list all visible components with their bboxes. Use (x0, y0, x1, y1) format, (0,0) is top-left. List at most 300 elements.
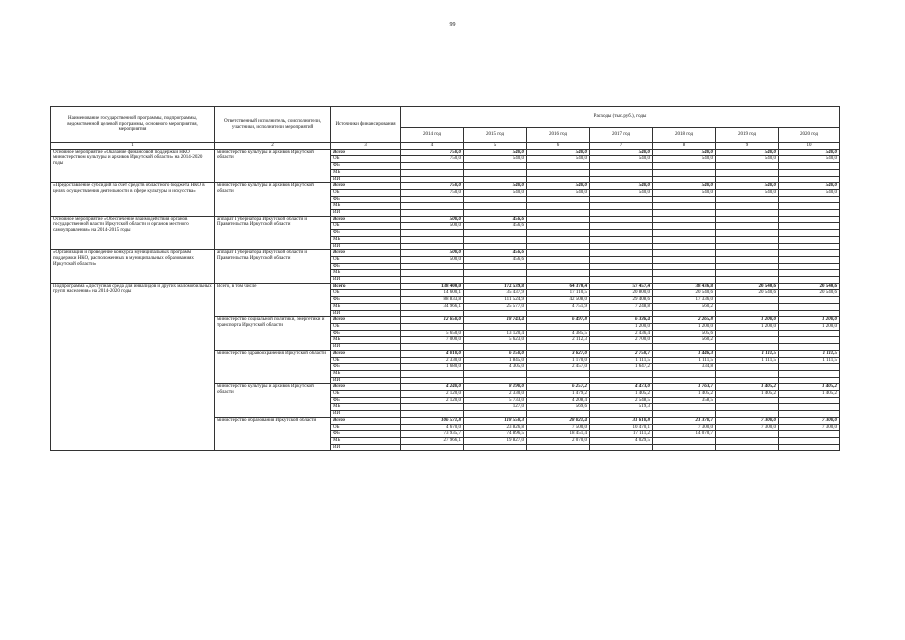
amount-cell (653, 163, 716, 170)
amount-cell: 540,0 (716, 149, 779, 156)
amount-cell (590, 243, 653, 250)
funding-source: МБ (331, 236, 401, 243)
amount-cell (590, 203, 653, 210)
amount-cell: 74 896,5 (464, 431, 527, 438)
amount-cell: 2 700,0 (590, 337, 653, 344)
amount-cell (779, 397, 840, 404)
amount-cell (590, 216, 653, 223)
amount-cell (716, 377, 779, 384)
funding-source: Всего (331, 250, 401, 257)
amount-cell: 456,6 (464, 216, 527, 223)
amount-cell (716, 310, 779, 317)
amount-cell (779, 303, 840, 310)
amount-cell: 64 370,4 (527, 283, 590, 290)
amount-cell (590, 444, 653, 451)
amount-cell: 750,0 (401, 149, 464, 156)
executor-name: министерство образования Иркутской области (215, 417, 331, 451)
amount-cell (779, 270, 840, 277)
amount-cell (716, 303, 779, 310)
amount-cell (590, 377, 653, 384)
amount-cell (779, 330, 840, 337)
amount-cell: 28 021,4 (527, 417, 590, 424)
amount-cell: 14 600,1 (401, 290, 464, 297)
amount-cell: 540,0 (653, 149, 716, 156)
amount-cell (716, 230, 779, 237)
amount-cell (527, 163, 590, 170)
amount-cell: 5 650,0 (401, 330, 464, 337)
amount-cell (653, 236, 716, 243)
amount-cell: 560,2 (653, 303, 716, 310)
amount-cell: 31 610,8 (590, 417, 653, 424)
amount-cell (401, 230, 464, 237)
amount-cell: 18 451,4 (527, 431, 590, 438)
amount-cell: 2 265,8 (653, 317, 716, 324)
amount-cell: 2 112,3 (527, 337, 590, 344)
executor-name: аппарат Губернатора Иркутской области и Правительства Иркутской области (215, 216, 331, 250)
amount-cell (590, 370, 653, 377)
funding-source: ОБ (331, 290, 401, 297)
amount-cell: 14 070,7 (653, 431, 716, 438)
amount-cell: 540,0 (779, 183, 840, 190)
amount-cell: 1 200,0 (716, 317, 779, 324)
amount-cell: 1 200,0 (716, 323, 779, 330)
amount-cell (779, 210, 840, 217)
amount-cell (590, 176, 653, 183)
amount-cell (401, 377, 464, 384)
amount-cell (590, 344, 653, 351)
amount-cell: 456,6 (464, 223, 527, 230)
amount-cell (716, 223, 779, 230)
amount-cell: 17 110,5 (527, 290, 590, 297)
amount-cell: 7 300,0 (779, 424, 840, 431)
amount-cell (653, 370, 716, 377)
funding-source: МБ (331, 337, 401, 344)
amount-cell: 540,0 (779, 189, 840, 196)
amount-cell: 1 479,2 (527, 391, 590, 398)
amount-cell (527, 236, 590, 243)
amount-cell (464, 277, 527, 284)
amount-cell (464, 203, 527, 210)
amount-cell (527, 256, 590, 263)
amount-cell: 1 170,0 (527, 357, 590, 364)
amount-cell: 2 436,4 (590, 330, 653, 337)
amount-cell: 6 257,2 (527, 384, 590, 391)
amount-cell: 500,0 (401, 250, 464, 257)
executor-name: министерство культуры и архивов Иркутской области (215, 149, 331, 183)
amount-cell (653, 444, 716, 451)
amount-cell (653, 377, 716, 384)
amount-cell (401, 243, 464, 250)
table-row (51, 283, 840, 290)
amount-cell: 4 010,0 (401, 350, 464, 357)
header-expenses: Расходы (тыс.руб.), годы (401, 107, 840, 128)
amount-cell (716, 163, 779, 170)
amount-cell: 17 111,2 (590, 431, 653, 438)
amount-cell (653, 250, 716, 257)
amount-cell (653, 344, 716, 351)
amount-cell: 57 457,4 (590, 283, 653, 290)
amount-cell (653, 210, 716, 217)
amount-cell: 334,8 (653, 364, 716, 371)
amount-cell: 1 405,2 (779, 384, 840, 391)
amount-cell: 4 208,4 (527, 397, 590, 404)
amount-cell: 750,0 (401, 156, 464, 163)
funding-source: ФБ (331, 431, 401, 438)
funding-source: ОБ (331, 323, 401, 330)
header-year: 2017 год (590, 128, 653, 143)
amount-cell (527, 310, 590, 317)
amount-cell (779, 250, 840, 257)
amount-cell (716, 411, 779, 418)
amount-cell (716, 243, 779, 250)
funding-source: ОБ (331, 256, 401, 263)
amount-cell (401, 404, 464, 411)
funding-source: Всего (331, 384, 401, 391)
amount-cell (590, 210, 653, 217)
amount-cell (464, 230, 527, 237)
amount-cell (716, 210, 779, 217)
amount-cell: 456,6 (464, 256, 527, 263)
amount-cell: 1 111,5 (716, 357, 779, 364)
amount-cell (653, 243, 716, 250)
amount-cell: 42 508,0 (527, 297, 590, 304)
amount-cell: 2 120,0 (401, 391, 464, 398)
header-year: 2020 год (779, 128, 840, 143)
funding-source: Всего (331, 283, 401, 290)
amount-cell (590, 270, 653, 277)
amount-cell (779, 431, 840, 438)
amount-cell (653, 437, 716, 444)
amount-cell (464, 176, 527, 183)
amount-cell (716, 236, 779, 243)
amount-cell (716, 330, 779, 337)
amount-cell (464, 243, 527, 250)
amount-cell: 1 405,2 (779, 391, 840, 398)
amount-cell (653, 230, 716, 237)
amount-cell (779, 297, 840, 304)
executor-name: министерство культуры и архивов Иркутской области (215, 384, 331, 418)
amount-cell (527, 250, 590, 257)
amount-cell (401, 236, 464, 243)
amount-cell: 138 400,0 (401, 283, 464, 290)
amount-cell: 2 120,0 (401, 397, 464, 404)
amount-cell: 1 446,3 (653, 350, 716, 357)
amount-cell (401, 210, 464, 217)
amount-cell: 1 763,7 (653, 384, 716, 391)
table-row (51, 250, 840, 257)
amount-cell (527, 411, 590, 418)
amount-cell (590, 196, 653, 203)
table-row (51, 149, 840, 156)
funding-source: ИИ (331, 243, 401, 250)
amount-cell (464, 210, 527, 217)
amount-cell: 500,0 (401, 216, 464, 223)
amount-cell (653, 310, 716, 317)
amount-cell: 456,6 (464, 250, 527, 257)
amount-cell (779, 176, 840, 183)
funding-source: Всего (331, 350, 401, 357)
amount-cell (779, 437, 840, 444)
amount-cell (653, 256, 716, 263)
amount-cell: 88 833,8 (401, 297, 464, 304)
amount-cell: 540,0 (464, 149, 527, 156)
amount-cell: 4 670,0 (401, 424, 464, 431)
funding-source: ИИ (331, 411, 401, 418)
amount-cell (716, 431, 779, 438)
amount-cell: 540,0 (779, 156, 840, 163)
amount-cell (779, 163, 840, 170)
amount-cell: 500,0 (401, 223, 464, 230)
amount-cell: 540,0 (590, 149, 653, 156)
amount-cell: 540,0 (653, 189, 716, 196)
budget-table (50, 106, 840, 451)
executor-name: министерство культуры и архивов Иркутской области (215, 183, 331, 217)
amount-cell: 540,0 (527, 189, 590, 196)
amount-cell (464, 310, 527, 317)
amount-cell: 35 437,9 (464, 290, 527, 297)
amount-cell: 6 150,0 (464, 350, 527, 357)
table-row (51, 183, 840, 190)
amount-cell: 540,0 (653, 156, 716, 163)
amount-cell: 4 385,5 (527, 330, 590, 337)
amount-cell (401, 203, 464, 210)
amount-cell (401, 196, 464, 203)
funding-source: МБ (331, 203, 401, 210)
funding-source: ОБ (331, 189, 401, 196)
amount-cell: 1 647,2 (590, 364, 653, 371)
funding-source: ОБ (331, 357, 401, 364)
amount-cell: 560,2 (653, 337, 716, 344)
amount-cell (590, 277, 653, 284)
amount-cell: 1 111,5 (779, 350, 840, 357)
amount-cell: 17 336,0 (653, 297, 716, 304)
amount-cell (653, 196, 716, 203)
amount-cell (464, 270, 527, 277)
amount-cell: 540,0 (464, 183, 527, 190)
amount-cell (401, 323, 464, 330)
amount-cell: 540,0 (590, 156, 653, 163)
amount-cell: 73 935,7 (401, 431, 464, 438)
amount-cell: 4 029,5 (590, 437, 653, 444)
amount-cell (527, 203, 590, 210)
amount-cell: 20 540,6 (716, 283, 779, 290)
amount-cell: 569,6 (527, 404, 590, 411)
amount-cell (527, 444, 590, 451)
amount-cell (590, 163, 653, 170)
amount-cell: 3 627,0 (527, 350, 590, 357)
amount-cell: 540,0 (527, 183, 590, 190)
amount-cell (527, 169, 590, 176)
amount-cell (590, 256, 653, 263)
amount-cell: 540,0 (716, 189, 779, 196)
amount-cell (779, 377, 840, 384)
funding-source: ОБ (331, 391, 401, 398)
amount-cell (779, 196, 840, 203)
amount-cell: 540,0 (716, 156, 779, 163)
amount-cell (527, 344, 590, 351)
funding-source: МБ (331, 437, 401, 444)
amount-cell (590, 169, 653, 176)
amount-cell: 111 524,9 (464, 297, 527, 304)
funding-source: ИИ (331, 344, 401, 351)
amount-cell (653, 203, 716, 210)
amount-cell (716, 337, 779, 344)
funding-source: ФБ (331, 397, 401, 404)
column-index: 9 (716, 143, 779, 150)
amount-cell: 18 743,4 (464, 317, 527, 324)
amount-cell: 1 200,0 (653, 323, 716, 330)
funding-source: ИИ (331, 310, 401, 317)
funding-source: ИИ (331, 277, 401, 284)
amount-cell: 29 408,6 (590, 297, 653, 304)
amount-cell (527, 370, 590, 377)
funding-source: ФБ (331, 230, 401, 237)
amount-cell: 38 436,8 (653, 283, 716, 290)
amount-cell (401, 411, 464, 418)
amount-cell (590, 230, 653, 237)
amount-cell: 1 200,0 (779, 323, 840, 330)
amount-cell (527, 216, 590, 223)
amount-cell: 2 330,0 (464, 391, 527, 398)
amount-cell (401, 163, 464, 170)
column-index: 3 (331, 143, 401, 150)
amount-cell (716, 444, 779, 451)
header-year: 2019 год (716, 128, 779, 143)
activity-name: «Предоставление субсидий за счет средств областного бюджета НКО в целях осуществления деятельности в сфере культуры и искусства» (51, 183, 215, 217)
amount-cell: 6 497,8 (527, 317, 590, 324)
amount-cell (779, 404, 840, 411)
executor-name: министерство здравоохранения Иркутской области (215, 350, 331, 384)
amount-cell (716, 216, 779, 223)
amount-cell (527, 277, 590, 284)
amount-cell: 4 240,0 (401, 384, 464, 391)
amount-cell (590, 310, 653, 317)
amount-cell (527, 243, 590, 250)
amount-cell (779, 230, 840, 237)
funding-source: Всего (331, 149, 401, 156)
amount-cell: 1 111,5 (779, 357, 840, 364)
amount-cell: 1 405,2 (653, 391, 716, 398)
amount-cell (716, 397, 779, 404)
amount-cell (653, 404, 716, 411)
funding-source: Всего (331, 216, 401, 223)
funding-source: ИИ (331, 444, 401, 451)
column-index: 7 (590, 143, 653, 150)
funding-source: МБ (331, 303, 401, 310)
amount-cell (590, 411, 653, 418)
amount-cell (779, 444, 840, 451)
amount-cell: 20 540,6 (779, 283, 840, 290)
amount-cell: 540,0 (653, 183, 716, 190)
header-year: 2016 год (527, 128, 590, 143)
amount-cell: 540,0 (527, 156, 590, 163)
amount-cell (527, 323, 590, 330)
amount-cell: 4 473,0 (590, 384, 653, 391)
amount-cell (464, 263, 527, 270)
amount-cell: 20 540,6 (716, 290, 779, 297)
column-index: 10 (779, 143, 840, 150)
funding-source: ФБ (331, 297, 401, 304)
funding-source: Всего (331, 183, 401, 190)
amount-cell: 7 500,0 (527, 424, 590, 431)
funding-source: ОБ (331, 156, 401, 163)
amount-cell: 540,0 (464, 189, 527, 196)
amount-cell (779, 223, 840, 230)
amount-cell (527, 196, 590, 203)
amount-cell (779, 243, 840, 250)
amount-cell (716, 297, 779, 304)
amount-cell (464, 444, 527, 451)
activity-name: Основное мероприятие «Оказание финансовой поддержки НКО министерством культуры и архивов Иркутской области» на 2014-2020 годы (51, 149, 215, 183)
funding-source: ИИ (331, 210, 401, 217)
amount-cell (590, 223, 653, 230)
amount-cell: 12 650,0 (401, 317, 464, 324)
amount-cell (590, 263, 653, 270)
activity-name: Подпрограмма «Доступная среда для инвалидов и других маломобильных групп населения» на 2014-2020 годы (51, 283, 215, 451)
amount-cell (779, 344, 840, 351)
amount-cell: 118 550,3 (464, 417, 527, 424)
amount-cell: 7 300,0 (653, 424, 716, 431)
amount-cell: 7 000,0 (401, 337, 464, 344)
amount-cell (653, 263, 716, 270)
amount-cell: 1 845,0 (464, 357, 527, 364)
amount-cell (464, 169, 527, 176)
amount-cell (401, 344, 464, 351)
amount-cell: 540,0 (779, 149, 840, 156)
amount-cell (779, 216, 840, 223)
amount-cell: 2 457,0 (527, 364, 590, 371)
amount-cell: 1 405,2 (590, 391, 653, 398)
funding-source: ФБ (331, 364, 401, 371)
amount-cell (779, 236, 840, 243)
column-index: 1 (51, 143, 215, 150)
amount-cell (653, 176, 716, 183)
amount-cell: 4 751,9 (527, 303, 590, 310)
amount-cell: 7 300,0 (716, 417, 779, 424)
column-index: 6 (527, 143, 590, 150)
executor-name: аппарат Губернатора Иркутской области и Правительства Иркутской области (215, 250, 331, 284)
amount-cell: 19 827,0 (464, 437, 527, 444)
amount-cell (716, 196, 779, 203)
amount-cell (527, 223, 590, 230)
amount-cell (464, 377, 527, 384)
amount-cell (401, 176, 464, 183)
amount-cell: 7 248,8 (590, 303, 653, 310)
funding-source: МБ (331, 270, 401, 277)
amount-cell (464, 236, 527, 243)
amount-cell: 1 111,5 (590, 357, 653, 364)
amount-cell (716, 277, 779, 284)
activity-name: Основное мероприятие «Обеспечение взаимодействия органов государственной власти Иркутской области и органов местного самоуправления» на 2014-2015 годы (51, 216, 215, 250)
amount-cell (716, 176, 779, 183)
amount-cell: 1 111,5 (716, 350, 779, 357)
amount-cell (464, 344, 527, 351)
column-index: 5 (464, 143, 527, 150)
amount-cell (716, 250, 779, 257)
amount-cell (527, 230, 590, 237)
amount-cell (779, 203, 840, 210)
amount-cell: 2 330,0 (401, 357, 464, 364)
amount-cell: 1 405,2 (716, 384, 779, 391)
amount-cell (716, 256, 779, 263)
amount-cell (590, 250, 653, 257)
amount-cell (716, 270, 779, 277)
amount-cell (716, 364, 779, 371)
amount-cell: 2 548,5 (590, 397, 653, 404)
amount-cell (401, 270, 464, 277)
amount-cell (779, 370, 840, 377)
amount-cell: 127,0 (464, 404, 527, 411)
